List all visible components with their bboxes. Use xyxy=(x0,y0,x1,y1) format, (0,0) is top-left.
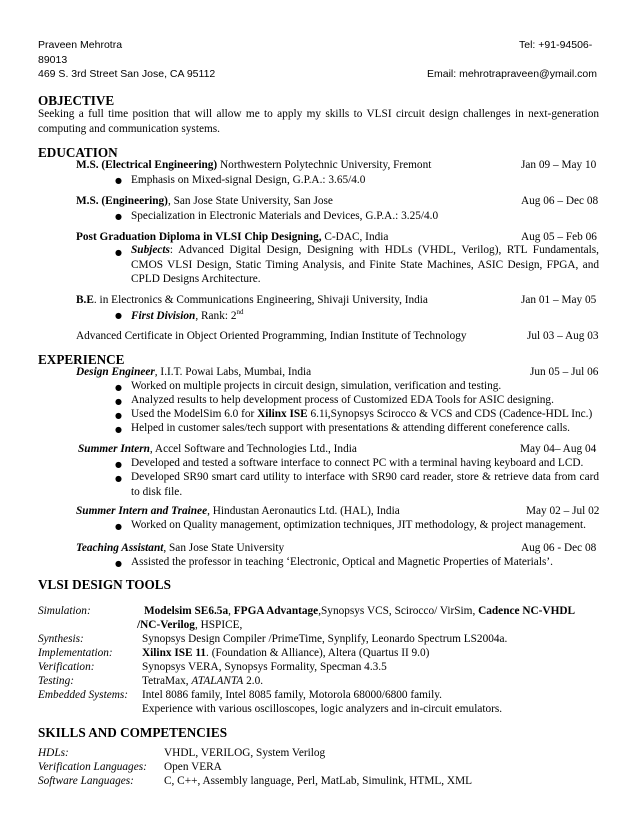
education-dates: Aug 06 – Dec 08 xyxy=(521,195,599,207)
job-title: Summer Intern and Trainee xyxy=(76,505,208,517)
bullet-icon: ● xyxy=(115,383,122,392)
experience-detail: Analyzed results to help development process of Customized EDA Tools for ASIC designing. xyxy=(131,394,554,406)
rank-suffix: nd xyxy=(236,308,244,316)
detail-text: 6.1i,Synopsys Scirocco & VCS and CDS (Cadence-HDL Inc.) xyxy=(307,408,593,420)
education-entry-pgd xyxy=(76,231,388,243)
skill-label-verification-languages: Verification Languages: xyxy=(38,761,147,773)
bullet-icon: ● xyxy=(115,522,122,531)
experience-entry-summer-intern xyxy=(78,443,357,455)
address: 469 S. 3rd Street San Jose, CA 95112 xyxy=(38,68,216,80)
tool-label-embedded: Embedded Systems: xyxy=(38,689,129,701)
bullet-icon: ● xyxy=(115,425,122,434)
tool-text: TetraMax, xyxy=(142,675,192,687)
skill-label-hdls: HDLs: xyxy=(38,747,69,759)
experience-entry-hal xyxy=(76,505,400,517)
objective-text: Seeking a full time position that will allow me to apply my skills to VLSI circuit design challenges in next-generation computing and communication systems. xyxy=(38,108,599,135)
bullet-icon: ● xyxy=(115,248,122,257)
skill-list-verification-languages: Open VERA xyxy=(164,761,222,773)
job-title: Teaching Assistant xyxy=(76,542,164,554)
school: . in Electronics & Communications Engineering, Shivaji University, India xyxy=(93,294,428,306)
experience-detail: Worked on Quality management, optimization techniques, JIT methodology, & project management. xyxy=(131,519,586,531)
tool-label-implementation: Implementation: xyxy=(38,647,113,659)
experience-dates: May 04– Aug 04 xyxy=(520,443,597,455)
organization: , Accel Software and Technologies Ltd., India xyxy=(149,443,357,455)
organization: , San Jose State University xyxy=(163,542,285,554)
candidate-name: Praveen Mehrotra xyxy=(38,39,123,51)
experience-dates: May 02 – Jul 02 xyxy=(526,505,600,517)
bullet-icon: ● xyxy=(115,559,122,568)
skill-list-hdls: VHDL, VERILOG, System Verilog xyxy=(164,747,326,759)
tool-list-verification: Synopsys VERA, Synopsys Formality, Specman 4.3.5 xyxy=(142,661,387,673)
subjects-text: : Advanced Digital Design, Designing with HDLs (VHDL, Verilog), RTL Fundamentals, CMOS VLSI Design, Static Timing Analysis, and Finite State Machines, ASIC Design, FPGA, and CPLD Designs Architecture. xyxy=(131,244,599,285)
education-heading: EDUCATION xyxy=(38,145,118,160)
detail-text: Used the ModelSim 6.0 for xyxy=(131,408,258,420)
tool-name: Cadence NC-VHDL xyxy=(478,605,576,617)
tool-list-synthesis: Synopsys Design Compiler /PrimeTime, Synplify, Leonardo Spectrum LS2004a. xyxy=(142,633,508,645)
tool-list-implementation xyxy=(142,647,429,659)
phone-number: Tel: +91-94506- xyxy=(519,39,593,51)
education-detail: Emphasis on Mixed-signal Design, G.P.A.: 3.65/4.0 xyxy=(131,174,366,186)
organization: , Hindustan Aeronautics Ltd. (HAL), India xyxy=(207,505,400,517)
job-title: Design Engineer xyxy=(76,366,155,378)
experience-entry-teaching-assistant xyxy=(76,542,284,554)
school: C-DAC, India xyxy=(321,231,389,243)
tool-label-testing: Testing: xyxy=(38,675,74,687)
division-label: First Division xyxy=(131,309,196,322)
education-entry-be xyxy=(76,294,428,306)
education-detail xyxy=(131,308,243,322)
tool-text: 2.0. xyxy=(243,675,264,687)
degree: B.E xyxy=(76,294,94,306)
education-entry-certificate: Advanced Certificate in Object Oriented Programming, Indian Institute of Technology xyxy=(76,330,467,342)
education-dates: Jan 09 – May 10 xyxy=(521,159,597,171)
tool-name: ATALANTA xyxy=(191,675,244,687)
school: Northwestern Polytechnic University, Fremont xyxy=(217,159,432,171)
phone-number-continued: 89013 xyxy=(38,54,68,66)
bullet-icon: ● xyxy=(115,311,122,320)
tool-list-simulation xyxy=(144,605,575,617)
bullet-icon: ● xyxy=(115,397,122,406)
tool-name: Xilinx ISE 11 xyxy=(142,647,207,659)
job-title: Summer Intern xyxy=(78,443,150,455)
tool-list-embedded: Intel 8086 family, Intel 8085 family, Motorola 68000/6800 family. xyxy=(142,689,442,701)
tool-name: FPGA Advantage xyxy=(233,605,319,617)
experience-heading: EXPERIENCE xyxy=(38,352,125,367)
bullet-icon: ● xyxy=(115,176,122,185)
tool-name: /NC-Verilog xyxy=(137,619,195,631)
education-entry-ms-ee xyxy=(76,159,431,171)
education-entry-ms-eng xyxy=(76,195,333,207)
bullet-icon: ● xyxy=(115,460,122,469)
education-dates: Aug 05 – Feb 06 xyxy=(521,231,597,243)
bullet-icon: ● xyxy=(115,411,122,420)
bullet-icon: ● xyxy=(115,474,122,483)
experience-dates: Aug 06 - Dec 08 xyxy=(521,542,597,554)
experience-detail: Developed and tested a software interface to connect PC with a terminal having keyboard and LCD. xyxy=(131,457,584,469)
experience-dates: Jun 05 – Jul 06 xyxy=(530,366,599,378)
bullet-icon: ● xyxy=(115,212,122,221)
tool-text: , HSPICE, xyxy=(194,619,243,631)
experience-detail: Developed SR90 smart card utility to interface with SR90 card reader, store & retrieve data from card to disk file. xyxy=(131,471,599,498)
objective-heading: OBJECTIVE xyxy=(38,93,115,108)
tool-label-synthesis: Synthesis: xyxy=(38,633,84,645)
experience-detail xyxy=(131,408,592,420)
email: Email: mehrotrapraveen@ymail.com xyxy=(427,68,597,80)
tool-list-simulation-continued xyxy=(137,619,242,631)
degree: M.S. (Electrical Engineering) xyxy=(76,159,218,171)
tool-text: . (Foundation & Alliance), Altera (Quartus II 9.0) xyxy=(206,647,430,659)
experience-detail: Assisted the professor in teaching ‘Electronic, Optical and Magnetic Properties of Materials’. xyxy=(131,556,553,568)
tool-name: Xilinx ISE xyxy=(257,408,308,420)
education-dates: Jul 03 – Aug 03 xyxy=(527,330,599,342)
tool-label-simulation: Simulation: xyxy=(38,605,91,617)
organization: , I.I.T. Powai Labs, Mumbai, India xyxy=(154,366,312,378)
tool-name: Modelsim SE6.5a xyxy=(144,605,229,617)
education-detail: Specialization in Electronic Materials and Devices, G.P.A.: 3.25/4.0 xyxy=(131,210,439,222)
degree: Post Graduation Diploma in VLSI Chip Designing, xyxy=(76,231,322,243)
education-subjects xyxy=(131,243,599,287)
education-dates: Jan 01 – May 05 xyxy=(521,294,597,306)
tool-list-testing xyxy=(142,675,263,687)
separator: , xyxy=(228,605,234,617)
experience-entry-design-engineer xyxy=(76,366,311,378)
subjects-label: Subjects xyxy=(131,244,170,256)
rank-text: , Rank: 2 xyxy=(195,309,237,322)
skills-heading: SKILLS AND COMPETENCIES xyxy=(38,725,228,740)
tool-text: ,Synopsys VCS, Scirocco/ VirSim, xyxy=(318,605,479,617)
experience-detail: Worked on multiple projects in circuit design, simulation, verification and testing. xyxy=(131,380,502,392)
experience-detail: Helped in customer sales/tech support with presentations & attending different coneference calls. xyxy=(131,422,570,434)
degree: M.S. (Engineering) xyxy=(76,195,168,207)
tools-heading: VLSI DESIGN TOOLS xyxy=(38,577,171,592)
skill-list-software-languages: C, C++, Assembly language, Perl, MatLab, Simulink, HTML, XML xyxy=(164,775,473,787)
tool-list-embedded-continued: Experience with various oscilloscopes, logic analyzers and in-circuit emulators. xyxy=(142,703,503,715)
skill-label-software-languages: Software Languages: xyxy=(38,775,134,787)
school: , San Jose State University, San Jose xyxy=(167,195,333,207)
tool-label-verification: Verification: xyxy=(38,661,95,673)
